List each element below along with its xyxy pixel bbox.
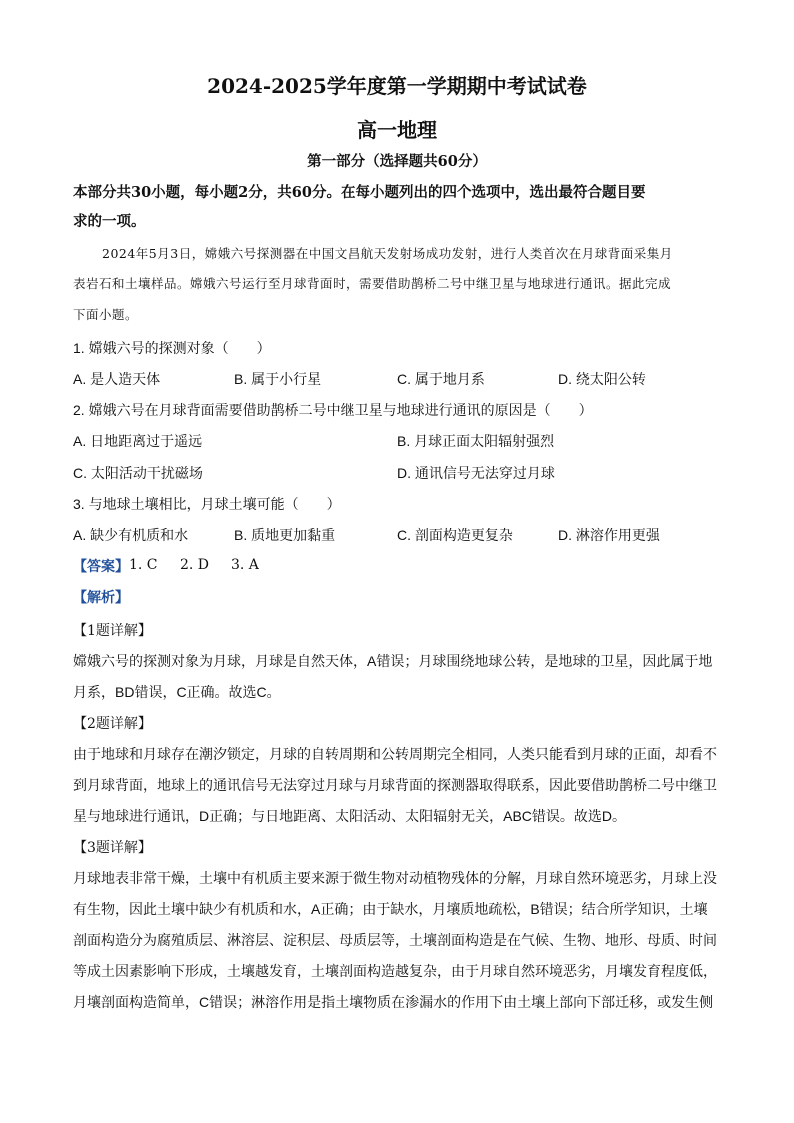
exam-title: 2024-2025学年度第一学期期中考试试卷	[207, 74, 587, 98]
question-3-option-a: A. 缺少有机质和水	[73, 527, 189, 543]
detail-1-label: 【1题详解】	[73, 623, 152, 639]
detail-3-label: 【3题详解】	[73, 840, 152, 856]
question-2-option-d: D. 通讯信号无法穿过月球	[397, 465, 555, 481]
detail-2-label: 【2题详解】	[73, 716, 152, 732]
instructions-line-1: 本部分共30小题，每小题2分，共60分。在每小题列出的四个选项中，选出最符合题目要	[73, 184, 646, 201]
passage-line-2: 表岩石和土壤样品。嫦娥六号运行至月球背面时，需要借助鹊桥二号中继卫星与地球进行通讯。据此完成	[73, 276, 672, 291]
question-1-option-c: C. 属于地月系	[397, 371, 485, 387]
subject-title: 高一地理	[357, 118, 437, 142]
question-3-option-b: B. 质地更加黏重	[234, 527, 336, 543]
question-1-option-a: A. 是人造天体	[73, 371, 161, 387]
passage-line-3: 下面小题。	[73, 307, 139, 322]
detail-2-line-2: 到月球背面，地球上的通讯信号无法穿过月球与月球背面的探测器取得联系，因此要借助鹊桥二号中继卫	[73, 777, 717, 793]
analysis-label	[73, 587, 129, 607]
detail-3-line-2: 有生物，因此土壤中缺少有机质和水，A正确；由于缺水，月壤质地疏松，B错误；结合所学知识，土壤	[73, 901, 708, 917]
instructions-line-2: 求的一项。	[73, 213, 146, 230]
detail-2-line-1: 由于地球和月球存在潮汐锁定，月球的自转周期和公转周期完全相同，人类只能看到月球的正面，却看不	[73, 746, 717, 762]
detail-3-line-3: 剖面构造分为腐殖质层、淋溶层、淀积层、母质层等，土壤剖面构造是在气候、生物、地形、母质、时间	[73, 932, 717, 948]
answer-label-text: 【答案】	[73, 559, 129, 575]
question-1-stem: 1. 嫦娥六号的探测对象（ ）	[73, 340, 271, 356]
answer-3: 3. A	[231, 557, 259, 573]
detail-1-line-2: 月系，BD错误，C正确。故选C。	[73, 684, 281, 700]
detail-3-line-4: 等成土因素影响下形成，土壤越发育，土壤剖面构造越复杂，由于月球自然环境恶劣，月壤发育程度低，	[73, 963, 717, 979]
answer-label	[73, 556, 129, 576]
answer-1: 1. C	[129, 557, 158, 573]
detail-3-line-5: 月壤剖面构造简单，C错误；淋溶作用是指土壤物质在渗漏水的作用下由土壤上部向下部迁移，或发生侧	[73, 994, 714, 1010]
detail-2-line-3: 星与地球进行通讯，D正确；与日地距离、太阳活动、太阳辐射无关，ABC错误。故选D。	[73, 808, 627, 824]
question-2-stem: 2. 嫦娥六号在月球背面需要借助鹊桥二号中继卫星与地球进行通讯的原因是（ ）	[73, 402, 593, 418]
passage-line-1: 2024年5月3日，嫦娥六号探测器在中国文昌航天发射场成功发射，进行人类首次在月球背面采集月	[102, 246, 673, 261]
analysis-label-text: 【解析】	[73, 590, 129, 606]
section-title: 第一部分（选择题共60分）	[307, 153, 487, 170]
question-1-option-b: B. 属于小行星	[234, 371, 322, 387]
detail-3-line-1: 月球地表非常干燥，土壤中有机质主要来源于微生物对动植物残体的分解，月球自然环境恶劣，月球上没	[73, 870, 717, 886]
question-2-option-b: B. 月球正面太阳辐射强烈	[397, 433, 555, 449]
detail-1-line-1: 嫦娥六号的探测对象为月球，月球是自然天体，A错误；月球围绕地球公转，是地球的卫星，因此属于地	[73, 653, 713, 669]
question-2-option-c: C. 太阳活动干扰磁场	[73, 465, 203, 481]
question-3-option-d: D. 淋溶作用更强	[558, 527, 660, 543]
question-3-option-c: C. 剖面构造更复杂	[397, 527, 513, 543]
answer-2: 2. D	[180, 557, 210, 573]
question-3-stem: 3. 与地球土壤相比，月球土壤可能（ ）	[73, 496, 341, 512]
question-1-option-d: D. 绕太阳公转	[558, 371, 646, 387]
question-2-option-a: A. 日地距离过于遥远	[73, 433, 203, 449]
